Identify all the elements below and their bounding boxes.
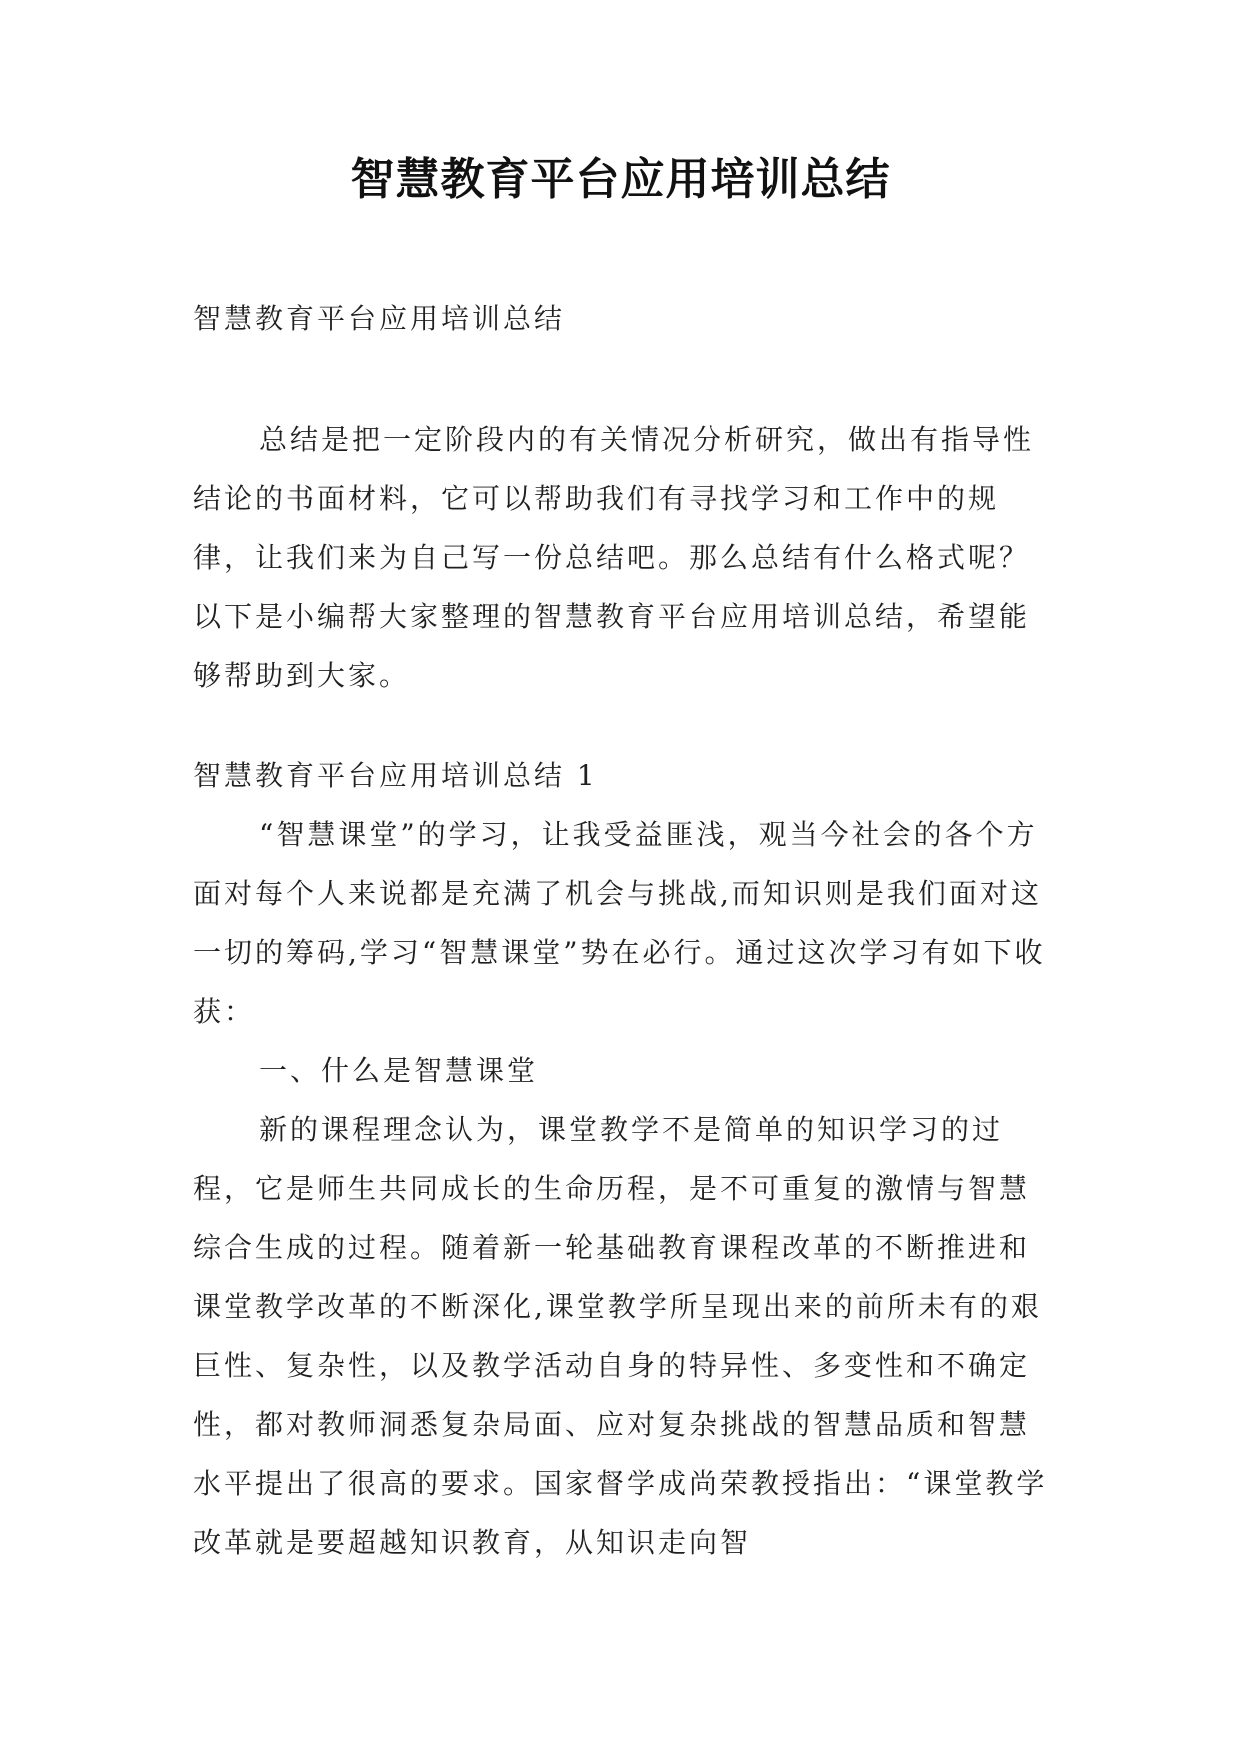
section-heading: 智慧教育平台应用培训总结 1 [193,759,598,792]
list-heading: 一、什么是智慧课堂 [259,1054,539,1087]
section-paragraph: “智慧课堂”的学习，让我受益匪浅，观当今社会的各个方面对每个人来说都是充满了机会与挑战,而知识则是我们面对这一切的筹码,学习“智慧课堂”势在必行。通过这次学习有如下收获： [193,818,1046,1028]
document-subtitle: 智慧教育平台应用培训总结 [193,302,566,335]
section-paragraph-2: 新的课程理念认为，课堂教学不是简单的知识学习的过程，它是师生共同成长的生命历程，是不可重复的激情与智慧综合生成的过程。随着新一轮基础教育课程改革的不断推进和课堂教学改革的不断深化,课堂教学所呈现出来的前所未有的艰巨性、复杂性，以及教学活动自身的特异性、多变性和不确定性，都对教师洞悉复杂局面、应对复杂挑战的智慧品质和智慧水平提出了很高的要求。国家督学成尚荣教授指出：“课堂教学改革就是要超越知识教育，从知识走向智 [193,1113,1048,1559]
intro-paragraph: 总结是把一定阶段内的有关情况分析研究，做出有指导性结论的书面材料，它可以帮助我们有寻找学习和工作中的规律，让我们来为自己写一份总结吧。那么总结有什么格式呢？以下是小编帮大家整理的智慧教育平台应用培训总结，希望能够帮助到大家。 [193,423,1035,692]
document-title: 智慧教育平台应用培训总结 [350,154,891,205]
